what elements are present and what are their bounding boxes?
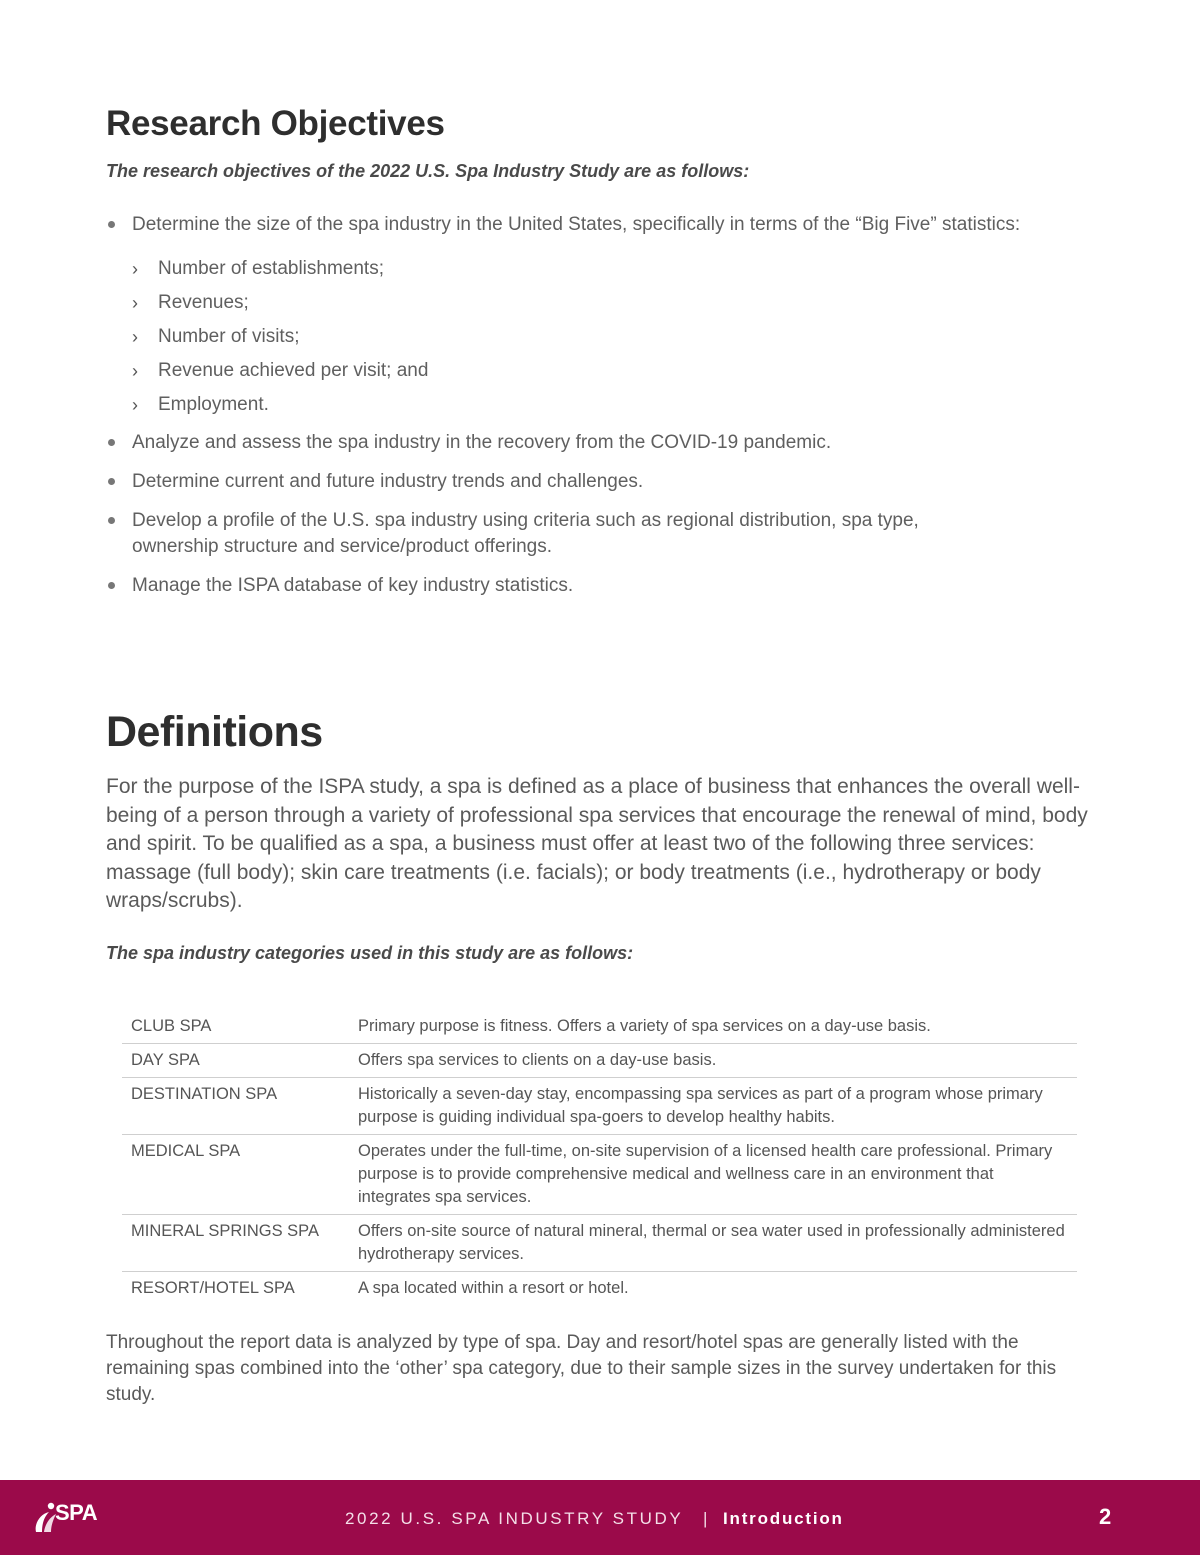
list-item-text: Analyze and assess the spa industry in the recovery from the COVID-19 pandemic. [132, 432, 832, 453]
big-five-item [132, 252, 1066, 286]
list-item-text: Manage the ISPA database of key industry statistics. [132, 575, 574, 596]
bullet-dot-icon [108, 582, 115, 589]
footer-section-name: Introduction [723, 1509, 844, 1528]
list-item [106, 573, 1066, 599]
big-five-item-text: Employment. [158, 394, 269, 415]
table-row [122, 1044, 1077, 1078]
page-footer [0, 1480, 1200, 1555]
category-name: MINERAL SPRINGS SPA [122, 1215, 349, 1272]
big-five-item [132, 286, 1066, 320]
category-name: RESORT/HOTEL SPA [122, 1272, 349, 1306]
category-name: CLUB SPA [131, 1017, 212, 1035]
chevron-right-icon: › [132, 293, 138, 313]
big-five-item-text: Revenue achieved per visit; and [158, 360, 429, 381]
category-name: DESTINATION SPA [122, 1078, 349, 1135]
bullet-dot-icon [108, 221, 115, 228]
category-description: Operates under the full-time, on-site supervision of a licensed health care professional. Primary purpose is to provide comprehensive medical and wellness care in an environment that integrates spa services. [349, 1135, 1077, 1215]
list-item-text: Determine current and future industry trends and challenges. [132, 471, 644, 492]
category-description: Offers on-site source of natural mineral, thermal or sea water used in professionally administered hydrotherapy services. [349, 1215, 1077, 1272]
page-number: 2 [1099, 1504, 1112, 1529]
list-item [106, 430, 1066, 456]
table-row [122, 1078, 1077, 1135]
bullet-dot-icon [108, 478, 115, 485]
category-name: MEDICAL SPA [122, 1135, 349, 1215]
table-row [122, 1135, 1077, 1215]
chevron-right-icon: › [132, 361, 138, 381]
table-row [122, 1010, 1077, 1044]
spa-categories-table [122, 1010, 1077, 1305]
category-description: Offers spa services to clients on a day-use basis. [349, 1044, 1077, 1078]
chevron-right-icon: › [132, 395, 138, 415]
big-five-item [132, 320, 1066, 354]
logo-wordmark: SPA [55, 1500, 98, 1525]
category-description: Historically a seven-day stay, encompassing spa services as part of a program whose primary purpose is guiding individual spa-goers to develop healthy habits. [349, 1078, 1077, 1135]
chevron-right-icon: › [132, 259, 138, 279]
footer-separator: | [703, 1509, 708, 1528]
bullet-dot-icon [108, 517, 115, 524]
category-description: Primary purpose is fitness. Offers a variety of spa services on a day-use basis. [358, 1017, 931, 1035]
definitions-heading: Definitions [106, 708, 323, 756]
footer-report-title: 2022 U.S. SPA INDUSTRY STUDY [345, 1509, 684, 1528]
big-five-item [132, 388, 1066, 422]
research-objectives-list [106, 212, 1066, 599]
list-item [106, 212, 1066, 422]
table-row [122, 1215, 1077, 1272]
chevron-right-icon: › [132, 327, 138, 347]
definitions-paragraph: For the purpose of the ISPA study, a spa is defined as a place of business that enhances the overall well-being of a person through a variety of professional spa services that encourage the renewal of mind, body and spirit. To be qualified as a spa, a business must offer at least two of the following three services: massage (full body); skin care treatments (i.e. facials); or body treatments (i.e., hydrotherapy or body wraps/scrubs). [106, 775, 1088, 913]
list-item [106, 508, 1066, 560]
category-description: A spa located within a resort or hotel. [349, 1272, 1077, 1306]
big-five-item [132, 354, 1066, 388]
research-objectives-lead: The research objectives of the 2022 U.S. Spa Industry Study are as follows: [106, 161, 750, 181]
closing-paragraph: Throughout the report data is analyzed by type of spa. Day and resort/hotel spas are generally listed with the remaining spas combined into the ‘other’ spa category, due to their sample sizes in the survey undertaken for this study. [106, 1332, 1057, 1405]
table-row [122, 1272, 1077, 1306]
categories-lead: The spa industry categories used in this study are as follows: [106, 943, 634, 963]
bullet-dot-icon [108, 439, 115, 446]
list-item [106, 469, 1066, 495]
list-item-text: Determine the size of the spa industry in the United States, specifically in terms of the “Big Five” statistics: [132, 214, 1021, 235]
research-objectives-heading: Research Objectives [106, 104, 445, 143]
list-item-text: Develop a profile of the U.S. spa industry using criteria such as regional distribution, spa type, ownership structure and service/product offerings. [132, 510, 919, 557]
big-five-item-text: Number of visits; [158, 326, 300, 347]
big-five-item-text: Revenues; [158, 292, 249, 313]
big-five-list [132, 252, 1066, 422]
category-name: DAY SPA [122, 1044, 349, 1078]
big-five-item-text: Number of establishments; [158, 258, 384, 279]
